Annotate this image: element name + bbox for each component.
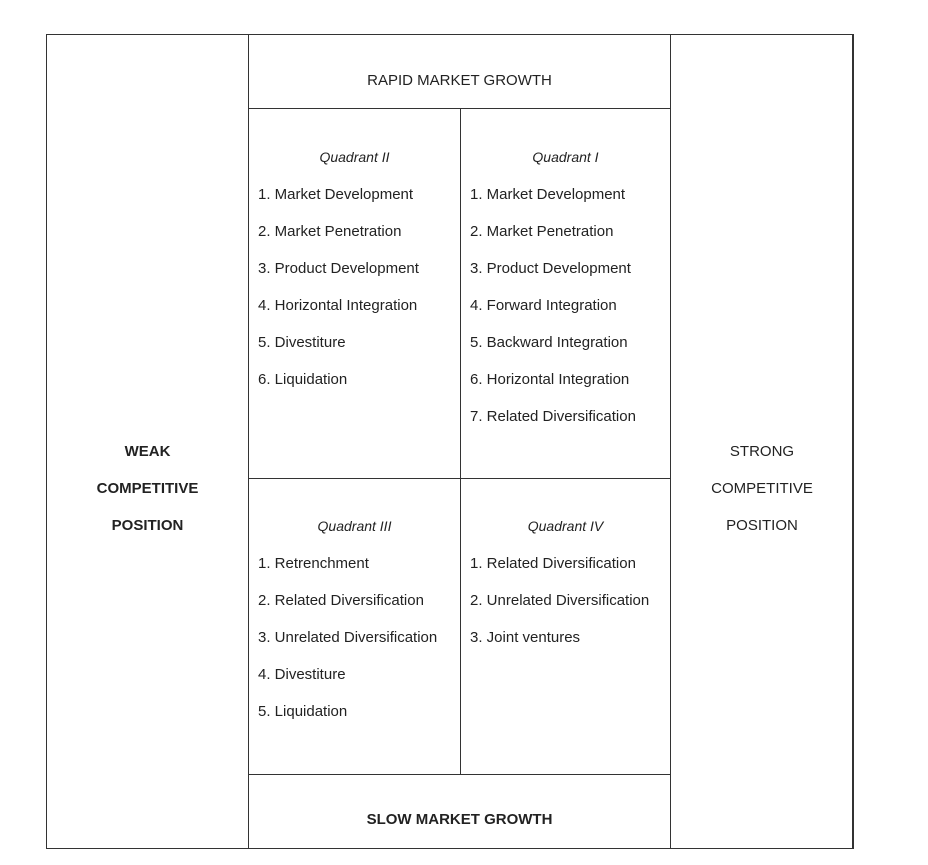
list-item: 1. Market Development	[258, 186, 414, 203]
left-line-3: POSITION	[111, 517, 184, 534]
list-item: 4. Divestiture	[258, 666, 346, 683]
quadrant-i-title: Quadrant I	[532, 149, 599, 165]
list-item: 2. Market Penetration	[470, 223, 614, 240]
list-item: 3. Product Development	[470, 260, 631, 277]
list-item: 5. Divestiture	[258, 334, 346, 351]
list-item: 2. Market Penetration	[258, 223, 402, 240]
slow-market-growth-label: SLOW MARKET GROWTH	[366, 811, 553, 828]
quadrant-iv-title: Quadrant IV	[527, 518, 604, 534]
quadrant-i-list	[470, 176, 636, 435]
list-item: 6. Liquidation	[258, 371, 348, 388]
quadrant-ii-title: Quadrant II	[319, 149, 390, 165]
list-item: 6. Horizontal Integration	[470, 371, 630, 388]
left-line-2: COMPETITIVE	[96, 480, 199, 497]
list-item: 1. Market Development	[470, 186, 626, 203]
strong-competitive-position-label	[671, 433, 853, 544]
left-column	[46, 34, 249, 849]
right-column	[670, 34, 854, 849]
right-line-3: POSITION	[726, 517, 798, 534]
list-item: 1. Retrenchment	[258, 555, 369, 572]
list-item: 3. Product Development	[258, 260, 419, 277]
grand-strategy-matrix	[46, 34, 853, 849]
left-line-1: WEAK	[124, 443, 171, 460]
list-item: 2. Unrelated Diversification	[470, 592, 650, 609]
list-item: 3. Joint ventures	[470, 629, 581, 646]
quadrant-iii-list	[258, 545, 437, 730]
quadrant-ii	[248, 108, 461, 479]
list-item: 5. Liquidation	[258, 703, 348, 720]
slow-market-growth-band	[248, 774, 671, 849]
weak-competitive-position-label	[47, 433, 248, 544]
rapid-market-growth-band	[248, 34, 671, 109]
rapid-market-growth-label: RAPID MARKET GROWTH	[367, 72, 552, 89]
quadrant-iv	[460, 478, 671, 775]
quadrant-iii-title: Quadrant III	[317, 518, 392, 534]
list-item: 7. Related Diversification	[470, 408, 636, 425]
list-item: 1. Related Diversification	[470, 555, 636, 572]
list-item: 5. Backward Integration	[470, 334, 628, 351]
list-item: 2. Related Diversification	[258, 592, 424, 609]
list-item: 3. Unrelated Diversification	[258, 629, 438, 646]
quadrant-iv-list	[470, 545, 649, 656]
list-item: 4. Horizontal Integration	[258, 297, 418, 314]
right-line-1: STRONG	[729, 443, 795, 460]
quadrant-ii-list	[258, 176, 419, 398]
right-line-2: COMPETITIVE	[711, 480, 813, 497]
quadrant-iii	[248, 478, 461, 775]
quadrant-i	[460, 108, 671, 479]
list-item: 4. Forward Integration	[470, 297, 617, 314]
